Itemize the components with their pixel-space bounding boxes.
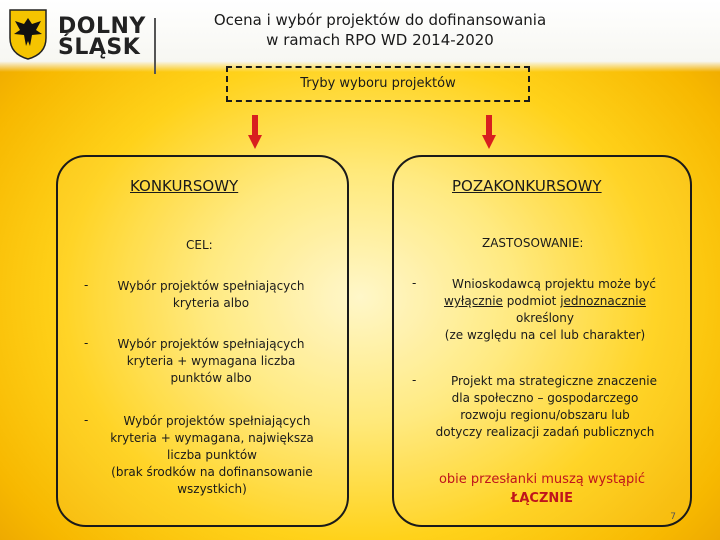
- application-item-1: Wnioskodawcą projektu może być wyłącznie podmiot jednoznacznie określony (ze względu na cel lub charakter): [444, 277, 657, 342]
- competitive-heading: KONKURSOWY: [130, 177, 239, 195]
- goal-item-1: Wybór projektów spełniających kryteria albo: [117, 279, 305, 310]
- page-number: 7: [670, 512, 676, 522]
- arrow-down-right-icon: [482, 115, 496, 151]
- bullet-dash: -: [412, 276, 417, 290]
- application-item-2: Projekt ma strategiczne znaczenie dla społeczno – gospodarczego rozwoju regionu/obszaru lub dotyczy realizacji zadań publicznych: [435, 374, 657, 439]
- header-bar: [0, 0, 720, 72]
- non-competitive-heading: POZAKONKURSOWY: [452, 177, 602, 195]
- bullet-dash: -: [84, 336, 89, 350]
- goal-item-3: Wybór projektów spełniających kryteria + wymagana, największa liczba punktów (brak środków na dofinansowanie wszystkich): [110, 414, 314, 496]
- application-label: ZASTOSOWANIE:: [482, 236, 584, 250]
- page-title: [170, 10, 590, 50]
- eagle-shield-icon: [8, 8, 48, 60]
- logo-divider: [154, 18, 156, 74]
- logo-text: DOLNY ŚLĄSK: [58, 14, 146, 60]
- goal-item-2: Wybór projektów spełniających kryteria + wymagana liczba punktów albo: [117, 337, 305, 385]
- bullet-dash: -: [412, 373, 417, 387]
- title-line-2: w ramach RPO WD 2014-2020: [266, 31, 494, 49]
- bullet-dash: -: [84, 278, 89, 292]
- title-line-1: Ocena i wybór projektów do dofinansowania: [213, 11, 547, 29]
- joint-condition-note: obie przesłanki muszą wystąpić ŁĄCZNIE: [438, 472, 646, 506]
- arrow-down-left-icon: [248, 115, 262, 151]
- dolny-slask-logo: [8, 8, 158, 68]
- bullet-dash: -: [84, 413, 89, 427]
- goal-label: CEL:: [186, 238, 213, 252]
- selection-modes-box: Tryby wyboru projektów: [226, 66, 530, 102]
